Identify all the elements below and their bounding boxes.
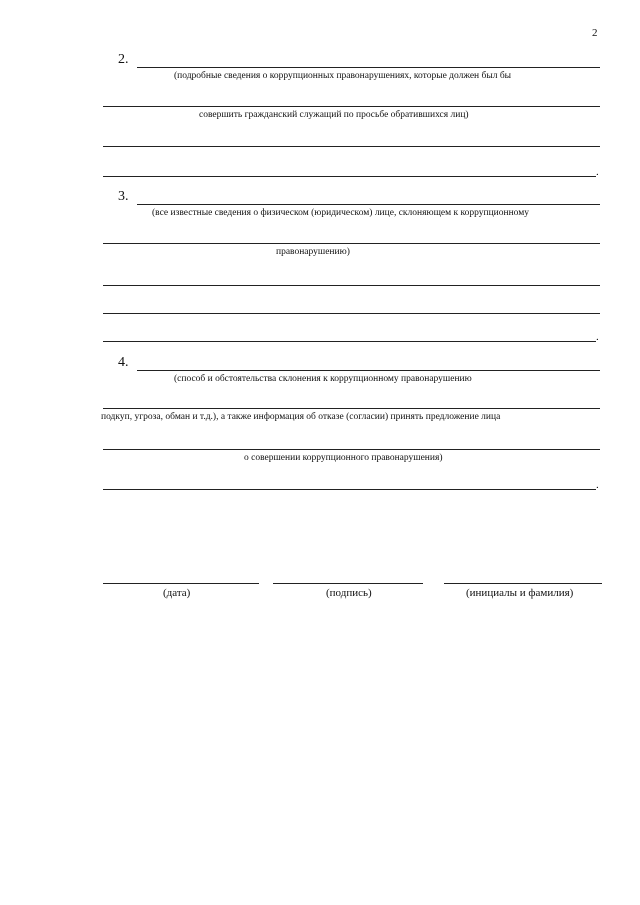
item-2-end-mark: . bbox=[596, 166, 599, 178]
date-label: (дата) bbox=[163, 587, 191, 599]
item-2-line-4 bbox=[103, 176, 596, 177]
name-label: (инициалы и фамилия) bbox=[466, 587, 574, 599]
name-line bbox=[444, 583, 602, 584]
date-line bbox=[103, 583, 259, 584]
item-3-number: 3. bbox=[118, 189, 129, 204]
item-4-line-3 bbox=[103, 449, 600, 450]
item-4-number: 4. bbox=[118, 355, 129, 370]
item-2-number: 2. bbox=[118, 52, 129, 67]
item-3-line-5 bbox=[103, 341, 596, 342]
item-4-line-4 bbox=[103, 489, 596, 490]
item-4-line-1 bbox=[137, 370, 600, 371]
item-4-caption-1: (способ и обстоятельства склонения к коррупционному правонарушению bbox=[174, 374, 472, 384]
item-3-caption-2: правонарушению) bbox=[276, 247, 350, 257]
signature-label: (подпись) bbox=[326, 587, 372, 599]
item-3-line-4 bbox=[103, 313, 600, 314]
item-4-caption-2: подкуп, угроза, обман и т.д.), а также информация об отказе (согласии) принять предложение лица bbox=[101, 412, 501, 422]
item-4-line-2 bbox=[103, 408, 600, 409]
item-4-caption-3: о совершении коррупционного правонарушения) bbox=[244, 453, 443, 463]
item-2-line-3 bbox=[103, 146, 600, 147]
item-2-line-2 bbox=[103, 106, 600, 107]
item-3-caption-1: (все известные сведения о физическом (юридическом) лице, склоняющем к коррупционному bbox=[152, 208, 529, 218]
item-2-line-1 bbox=[137, 67, 600, 68]
signature-line bbox=[273, 583, 423, 584]
item-2-caption-2: совершить гражданский служащий по просьбе обратившихся лиц) bbox=[199, 110, 469, 120]
item-3-end-mark: . bbox=[596, 331, 599, 343]
item-3-line-1 bbox=[137, 204, 600, 205]
item-2-caption-1: (подробные сведения о коррупционных правонарушениях, которые должен был бы bbox=[174, 71, 512, 81]
item-4-end-mark: . bbox=[596, 479, 599, 491]
page-number: 2 bbox=[592, 27, 598, 39]
item-3-line-2 bbox=[103, 243, 600, 244]
item-3-line-3 bbox=[103, 285, 600, 286]
